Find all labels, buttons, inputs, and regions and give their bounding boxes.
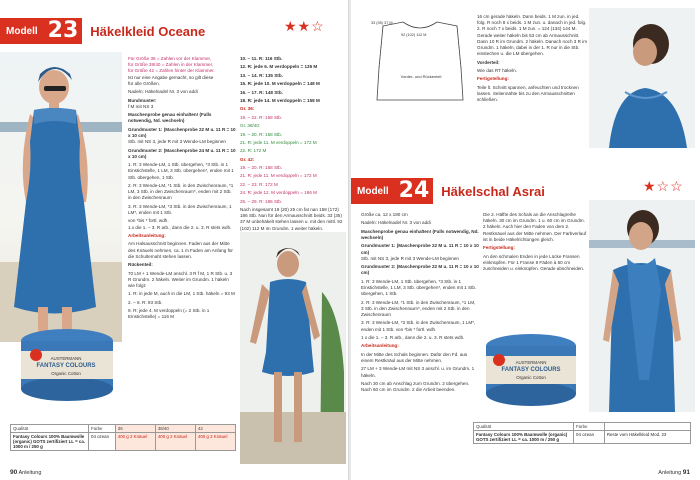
front-heading: Vorderteil:	[477, 59, 500, 65]
model-23-header	[0, 18, 205, 44]
size-42-row-22: 22. – 23. R: 172 M	[240, 181, 278, 187]
model-woman-walking-image	[240, 232, 346, 464]
continuation-paragraph: 16 cm gerade häkeln. Dann beids. 1 M zun. in jed. folg. R noch 8 x beids. 1 M zun. u. danach in jed. folg. 2. R noch 7 x beids. 1 M zun. = 124 (134) 144 M. Gerade weiter häkeln bis 53 cm ab Armausschnitt. Dann 10 R im Grundm. 2 häkeln. Danach noch 3 R im Grundm. 1 häkeln, dabei in der 1. R nur in die Stb. einstechen u. die LM übergehen.	[477, 14, 588, 57]
model-label: Modell	[0, 18, 44, 44]
row-1-text: 1. R: 3 Wende-LM, 1 Stb. übergehen, *3 Stb. in 1 Einstichstelle, 1 LM, 3 Stb. übergehen*, enden mit 1 Stb. übergehen, 1 Stb.	[128, 162, 234, 180]
front-text: Wie das RT häkeln.	[477, 68, 517, 73]
back-heading: Rückenteil:	[128, 262, 153, 268]
table-header-color: Farbe	[89, 425, 116, 433]
table-cell-42: 400 g 2 Knäuel	[195, 433, 235, 451]
model-24-number: 24	[395, 178, 434, 204]
scarf-instructions-text: In der Mitte des Schals beginnen. Dafür den Fd. aus einem Restknäul aus der Mitte nehmen.	[361, 351, 468, 363]
table-header-color-24: Farbe	[574, 423, 605, 431]
yarn-brand-24: AUSTERMANN	[515, 360, 547, 365]
model-back-view-image	[589, 8, 695, 148]
row-13-14: 13. – 14. R: 135 Stb.	[240, 72, 283, 78]
scarf-cast-on: 27 LM + 3 Wende-LM mit NS 3 anschl. u. im Grundm. 1 häkeln.	[361, 366, 475, 378]
size-38-row-21: 21. R: jede 11. M verdoppeln = 172 M	[240, 139, 317, 145]
size-38-row-19: 19. – 20. R: 158 Stb.	[240, 131, 283, 137]
model-woman-dress-image	[0, 52, 122, 342]
yarn-subtitle: Organic Cotton	[51, 371, 81, 376]
scarf-row-3: 3. R: 3 Wende-LM, *3 Stb. in den Zwischenraum, 1 LM*, enden mit 1 Stb. von *bis * fortl. wdh.	[361, 320, 476, 332]
size-note-line: Ist nur eine Angabe gemacht, so gilt diese	[128, 74, 214, 80]
left-footer	[10, 469, 41, 476]
finishing-text: Teile lt. Schnitt spannen, anfeuchten und trocknen lassen. Seitennähte bis zu den Armausschnitten schließen.	[477, 84, 579, 103]
model-24-label: Modell	[351, 178, 395, 204]
table-header-36: 36	[115, 425, 155, 433]
right-footer	[658, 469, 690, 476]
difficulty-stars-24: ★☆☆	[643, 178, 684, 194]
scarf-needles: Nadeln: Häkelnadel Nr. 3 von addi	[361, 220, 431, 226]
table-header-quality: Qualität	[11, 425, 89, 433]
model-24-title: Häkelschal Asrai	[441, 183, 545, 199]
scarf-row-2: 2. R: 3 Wende-LM, *1 Stb. in den Zwischenraum, *1 LM, 3 Stb. in den Zwischenraum*, enden mit 2 Stb. in den Zwischenraum	[361, 299, 476, 317]
yarn-table	[10, 424, 236, 451]
row-2-text: 2. R: 3 Wende-LM, *1 Stb. in den Zwischenraum, *1 LM, 3 Stb. in den Zwischenraum*, enden mit 2 Stb. in den Zwischenraum	[128, 182, 234, 201]
size-42-row-25: 25. – 29. R: 186 Stb.	[240, 198, 283, 204]
finishing-heading: Fertigstellung:	[477, 76, 509, 82]
walking-photo	[240, 232, 346, 464]
row-15: 15. R: jede 10. M verdoppeln = 148 M	[240, 81, 320, 87]
row-12: 12. R: jede 6. M verdoppeln = 135 M	[240, 64, 318, 70]
yarn-subtitle-24: Organic Cotton	[516, 375, 546, 380]
scarf-column-2	[483, 212, 587, 274]
table-header-42: 42	[195, 425, 235, 433]
left-page	[0, 0, 349, 480]
size-42-row-24: 24. R: jede 12. M verdoppeln = 186 M	[240, 190, 317, 196]
model-number: 23	[44, 18, 83, 44]
scarf-grundmuster-1-text: Stb. mit NS 3, jede R mit 3 Wende-LM beginnen	[361, 255, 459, 261]
footer-label-24: Anleitung	[658, 470, 682, 476]
dress-photo	[0, 52, 122, 342]
scarf-second-half: Die 2. Hälfte des Schals an die Anschlagreihe häkeln. 30 cm im Grundm. 1 u. 60 cm im Grundm. 2 häkeln. Auch hier den Faden von dem 2. Restknäuel aus der Mitte nehmen. Der Farbverlauf ist in beide Häkelrichtungen gleich.	[483, 212, 587, 242]
model-scarf-image	[589, 200, 695, 412]
table-cell-color: 04 ozean	[89, 433, 116, 451]
table-cell-36: 400 g 2 Knäuel	[115, 433, 155, 451]
scarf-photo	[589, 200, 695, 412]
pattern-column-2	[240, 56, 344, 234]
needles-text: Nadeln: Häkelnadel Nr. 3 von addi	[128, 89, 198, 95]
page-number-24: 91	[682, 469, 690, 476]
size-42-row-19: 19. – 20. R: 158 Stb.	[240, 165, 283, 171]
bund-text: f M mit NS 3	[128, 103, 154, 109]
yarn-name: FANTASY COLOURS	[36, 363, 96, 369]
scarf-grundmuster-2: Grundmuster 2: (Maschenprobe 22 M u. 11 R = 10 x 10 cm)	[361, 264, 479, 276]
size-42-row-21: 21. R: jede 11. M verdoppeln = 172 M	[240, 173, 317, 179]
armhole-text: Nach insgesamt 19 (20) 25 cm fat nan 158 (172) 186 Stb. Nun für den Armausschnitt beids. 33 (35) 37 M unbehäkelt stehen lassen u. mit den mittl. 92 (102) 112 M im Grundm. 1 weiter häkeln.	[240, 207, 343, 231]
table-header-amount-24	[604, 423, 690, 431]
scarf-finishing-heading: Fertigstellung:	[483, 245, 515, 251]
continuation-text	[477, 14, 589, 106]
table-header-38: 38/40	[155, 425, 195, 433]
difficulty-stars: ★★☆	[284, 18, 325, 34]
repeat-text: von *bis * fortl. wdh.	[128, 218, 169, 224]
scarf-repeat: 1 x die 1. – 3. R arb., dann die 2. u. 3. R stets wdh.	[361, 334, 465, 340]
size-note-36: Für Größe 36 = Zahlen vor der Klammer,	[128, 56, 212, 61]
grundmuster-1-text: Stb. mit NS 3, jede R mit 3 Wende-LM beginnen	[128, 139, 226, 145]
schematic-dim-1: 33 (35) 37 M	[371, 21, 393, 25]
back-row-2-8: 2. – 8. R: 93 Stb.	[128, 299, 163, 305]
row-10-11: 10. – 11. R: 116 Stb.	[240, 56, 283, 61]
model-24-header	[351, 178, 545, 204]
bund-heading: Bundmuster:	[128, 97, 157, 103]
scarf-gauge-heading: Maschenprobe genau einhalten! (Falls notwendig, Nd. wechseln)	[361, 228, 479, 240]
size-42-heading: Gr. 42:	[240, 156, 255, 162]
scarf-column-1	[361, 212, 479, 396]
grundmuster-1: Grundmuster 1: (Maschenprobe 22 M u. 11 R = 10 x 10 cm)	[128, 126, 236, 138]
back-text: 70 LM + 1 Wende-LM anschl. 3 R f M, 1 R Stb. u. 3 R Grundm. 2 häkeln. Weiter im Grundm. 1 häkeln wie folgt:	[128, 270, 233, 288]
page-number: 90	[10, 469, 18, 476]
table-header-quality-24: Qualität	[474, 423, 574, 431]
repeat-rows: 1.x die 1. – 3. R arb., dann die 2. u. 3. R stets wdh.	[128, 224, 232, 230]
size-36-row: 19. – 22. R: 158 Stb.	[240, 114, 283, 120]
size-36-heading: Gr. 36:	[240, 106, 255, 112]
back-view-photo	[589, 8, 695, 148]
instructions-text: Am Halsausschnitt beginnen. Faden aus der Mitte des Knäuels nehmen, ca. 1 m Faden am Anfang für die Schulternaht stehen lassen.	[128, 241, 233, 259]
size-38-heading: Gr. 38/40:	[240, 123, 261, 129]
table-cell-quality: Fantasy Colours 100% Baumwolle (organic) GOTS zertifiziert LL = ca. 1000 m / 250 g	[11, 433, 89, 451]
row-16-17: 16. – 17. R: 148 Stb.	[240, 89, 283, 95]
scarf-row-1: 1. R: 3 Wende-LM, 1 Stb. übergehen, *3 Stb. in 1 Einstichstelle, 1 LM, 3 Stb. übergehen*, enden mit 1 Stb. übergehen, 1 Stb.	[361, 278, 477, 297]
footer-label: Anleitung	[18, 470, 42, 476]
size-note-38: für Größe 38/40 = Zahlen in der Klammer,	[128, 62, 214, 68]
row-3-text: 3. R: 3 Wende-LM, *3 Stb. in den Zwischenraum, 1 LM*, enden mit 1 Stb.	[128, 203, 232, 215]
yarn-brand: AUSTERMANN	[50, 356, 82, 361]
schematic-label: Vorder- und Rückenteil	[400, 74, 442, 79]
model-title: Häkelkleid Oceane	[90, 23, 206, 39]
gauge-heading: Maschenprobe genau einhalten! (Falls notwendig, Nd. wechseln)	[128, 112, 212, 124]
table-row	[11, 433, 236, 451]
grundmuster-2: Grundmuster 2: (Maschenprobe 24 M u. 11 R = 10 x 10 cm)	[128, 147, 236, 159]
size-note-end: für alle Größen.	[128, 80, 160, 86]
table-row	[474, 431, 691, 444]
back-row-9: 9. R: jede 4. M verdoppeln (= 2 Stb. in 1 Einstichstelle) = 116 M	[128, 308, 210, 320]
scarf-finishing-text: An den schmalen Enden in jede Lücke Fransen einknüpfen. Für 1 Franse 8 Fäden à 50 cm zuschneiden u. einknüpfen. Gerade abschneiden.	[483, 253, 585, 271]
scarf-size: Größe ca. 12 x 180 cm	[361, 212, 408, 217]
table-cell-amount-24: Reste vom Häkelkleid Mod. 23	[604, 431, 690, 444]
schematic-dim-2: 92 (102) 112 M	[401, 33, 427, 37]
table-cell-color-24: 04 ozean	[574, 431, 605, 444]
scarf-grundmuster-1: Grundmuster 1: (Maschenprobe 22 M u. 11 R = 10 x 10 cm)	[361, 243, 479, 255]
table-cell-quality-24: Fantasy Colours 100% Baumwolle (organic) GOTS zertifiziert LL = ca. 1000 m / 250 g	[474, 431, 574, 444]
size-note-42: für Größe 42 = Zahlen hinter der Klammer.	[128, 68, 215, 74]
pattern-column-1	[128, 56, 236, 323]
yarn-name-24: FANTASY COLOURS	[501, 367, 561, 373]
size-38-row-22: 22. R: 172 M	[240, 148, 267, 154]
scarf-instructions-heading: Arbeitsanleitung:	[361, 343, 399, 349]
row-18: 18. R: jede 14. M verdoppeln = 158 M	[240, 97, 320, 103]
instructions-heading: Arbeitsanleitung:	[128, 232, 166, 238]
scarf-switch: Nach 30 cm ab Anschlag zum Grundm. 2 übergehen. Nach 60 cm im Grundm. 2 die Arbeit beenden.	[361, 380, 470, 393]
back-row-1: 1. R: in jede M, auch in die LM, 1 Stb. häkeln = 93 M	[128, 291, 235, 297]
yarn-table-24	[473, 422, 691, 444]
right-page	[351, 0, 700, 480]
table-cell-38: 400 g 2 Knäuel	[155, 433, 195, 451]
